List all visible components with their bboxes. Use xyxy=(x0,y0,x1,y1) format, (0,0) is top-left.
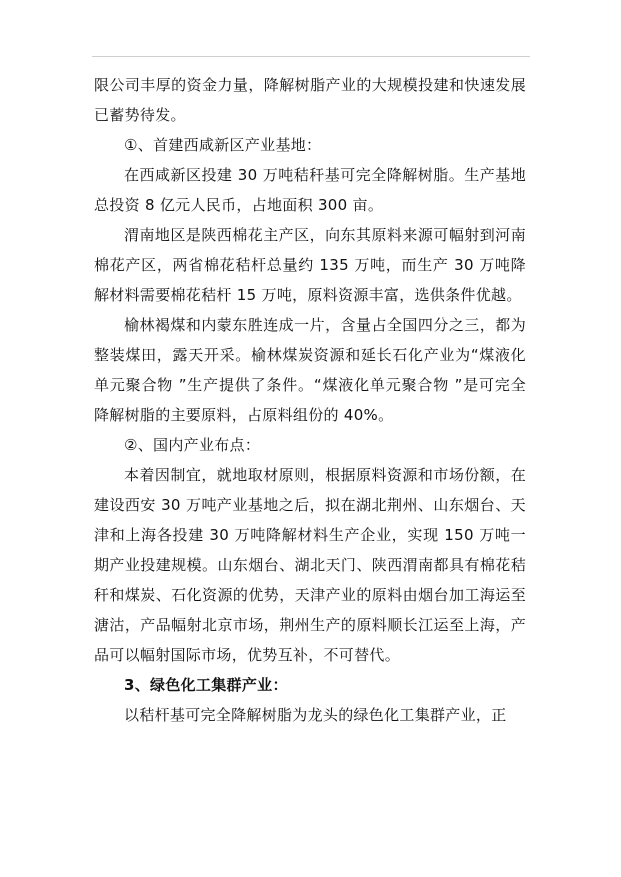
paragraph-weinan-cotton: 渭南地区是陕西棉花主产区，向东其原料来源可幅射到河南棉花产区，两省棉花秸杆总量约 135 万吨，而生产 30 万吨降解材料需要棉花秸杆 15 万吨，原料资源丰富，选供条件优越。 xyxy=(94,226,526,304)
paragraph-yulin-coal: 榆林褐煤和内蒙东胜连成一片，含量占全国四分之三，都为整装煤田，露天开采。榆林煤炭资源和延长石化产业为“煤液化单元聚合物 ”生产提供了条件。“煤液化单元聚合物 ”是可完全降解树脂的主要原料，占原料组份的 40%。 xyxy=(94,316,526,424)
document-body xyxy=(94,70,526,730)
paragraph-xixian-investment: 在西咸新区投建 30 万吨秸秆基可完全降解树脂。生产基地总投资 8 亿元人民币，占地面积 300 亩。 xyxy=(94,166,526,214)
header-rule xyxy=(92,56,530,57)
paragraph-domestic-layout: 本着因制宜，就地取材原则，根据原料资源和市场份额，在建设西安 30 万吨产业基地之后，拟在湖北荆州、山东烟台、天津和上海各投建 30 万吨降解材料生产企业，实现 150 万吨一期产业投建规模。山东烟台、湖北天门、陕西渭南都具有棉花秸秆和煤炭、石化资源的优势，天津产业的原料由烟台加工海运至溏沽，产品幅射北京市场，荆州生产的原料顺长江运至上海，产品可以幅射国际市场，优势互补，不可替代。 xyxy=(94,466,526,664)
heading-green-chemical-cluster: 3、绿色化工集群产业： xyxy=(124,676,288,694)
paragraph-continuation: 限公司丰厚的资金力量，降解树脂产业的大规模投建和快速发展已蓄势待发。 xyxy=(94,76,526,124)
paragraph-green-chemical-cluster: 以秸杆基可完全降解树脂为龙头的绿色化工集群产业，正 xyxy=(124,706,507,724)
subheading-xixian-base: ①、首建西咸新区产业基地： xyxy=(124,136,322,154)
subheading-domestic-layout: ②、国内产业布点： xyxy=(124,436,261,454)
